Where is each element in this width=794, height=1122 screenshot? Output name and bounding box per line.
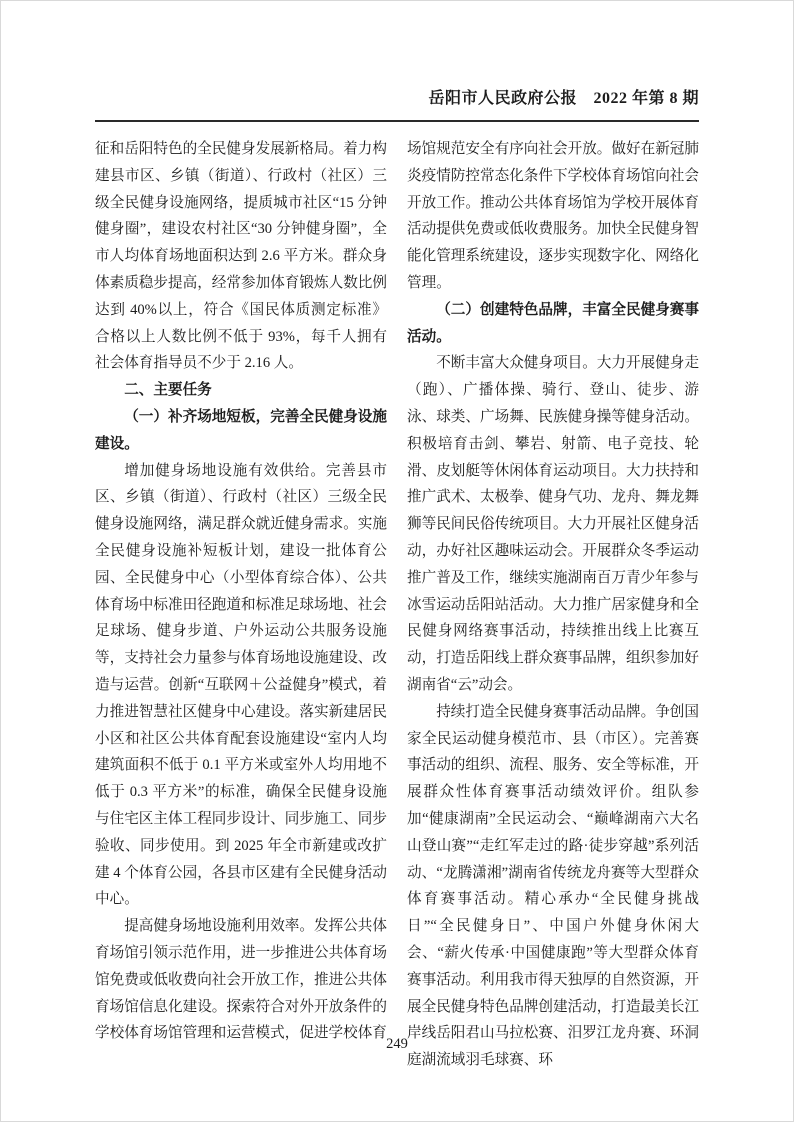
page-header — [95, 1, 699, 122]
left-column — [95, 136, 387, 1074]
page-footer — [1, 1036, 793, 1053]
subsection-heading-brands: （二）创建特色品牌，丰富全民健身赛事活动。 — [407, 301, 699, 345]
subsection-heading-facilities: （一）补齐场地短板，完善全民健身设施建设。 — [95, 408, 387, 452]
gazette-title: 岳阳市人民政府公报 2022 年第 8 期 — [428, 90, 699, 107]
paragraph-improve-utilization: 提高健身场地设施利用效率。发挥公共体育场馆引领示范作用，进一步推进公共体育场馆免费或低收费向社会开放工作，推进公共体育场馆信息化建设。探索符合对外开放条件的学校体育场馆管理和运营模式，促进学校体育 — [95, 918, 387, 1042]
paragraph-enrich-programs: 不断丰富大众健身项目。大力开展健身走（跑）、广播体操、骑行、登山、徒步、游泳、球类、广场舞、民族健身操等健身活动。积极培育击剑、攀岩、射箭、电子竞技、轮滑、皮划艇等休闲体育运动项目。大力扶持和推广武术、太极拳、健身气功、龙舟、舞龙舞狮等民间民俗传统项目。大力开展社区健身活动，办好社区趣味运动会。开展群众冬季运动推广普及工作，继续实施湖南百万青少年参与冰雪运动岳阳站活动。大力推广居家健身和全民健身网络赛事活动，持续推出线上比赛互动，打造岳阳线上群众赛事品牌，组织参加好湖南省“云”动会。 — [407, 355, 699, 693]
right-column — [407, 136, 699, 1074]
paragraph-increase-supply: 增加健身场地设施有效供给。完善县市区、乡镇（街道）、行政村（社区）三级全民健身设施网络，满足群众就近健身需求。实施全民健身设施补短板计划，建设一批体育公园、全民健身中心（小型体育综合体）、公共体育场中标准田径跑道和标准足球场地、社会足球场、健身步道、户外运动公共服务设施等，支持社会力量参与体育场地设施建设、改造与运营。创新“互联网＋公益健身”模式，着力推进智慧社区健身中心建设。落实新建居民小区和社区公共体育配套设施建设“室内人均建筑面积不低于 0.1 平方米或室外人均用地不低于 0.3 平方米”的标准，确保全民健身设施与住宅区主体工程同步设计、同步施工、同步验收、同步使用。到 2025 年全市新建或改扩建 4 个体育公园，各县市区建有全民健身活动中心。 — [95, 462, 387, 908]
section-heading-main-tasks: 二、主要任务 — [124, 382, 212, 399]
two-column-content — [95, 136, 699, 1074]
paragraph-continuation: 场馆规范安全有序向社会开放。做好在新冠肺炎疫情防控常态化条件下学校体育场馆向社会开放工作。推动公共体育场馆为学校开展体育活动提供免费或低收费服务。加快全民健身智能化管理系统建设，逐步实现数字化、网络化管理。 — [407, 141, 699, 291]
paragraph-event-brands: 持续打造全民健身赛事活动品牌。争创国家全民运动健身模范市、县（市区）。完善赛事活动的组织、流程、服务、安全等标准，开展群众性体育赛事活动绩效评价。组队参加“健康湖南”全民运动会、“巅峰湖南六大名山登山赛”“走红军走过的路·徒步穿越”系列活动、“龙腾潇湘”湖南省传统龙舟赛等大型群众体育赛事活动。精心承办“全民健身挑战日”“全民健身日”、中国户外健身休闲大会、“薪火传承·中国健康跑”等大型群众体育赛事活动。利用我市得天独厚的自然资源，开展全民健身特色品牌创建活动，打造最美长江岸线岳阳君山马拉松赛、汨罗江龙舟赛、环洞庭湖流域羽毛球赛、环 — [407, 703, 699, 1069]
paragraph-continuation: 征和岳阳特色的全民健身发展新格局。着力构建县市区、乡镇（街道）、行政村（社区）三级全民健身设施网络，提质城市社区“15 分钟健身圈”，建设农村社区“30 分钟健身圈”，全市人均体育场地面积达到 2.6 平方米。群众身体素质稳步提高，经常参加体育锻炼人数比例达到 40%以上，符合《国民体质测定标准》合格以上人数比例不低于 93%，每千人拥有社会体育指导员不少于 2.16 人。 — [95, 141, 387, 372]
page-number: 249 — [386, 1036, 408, 1052]
